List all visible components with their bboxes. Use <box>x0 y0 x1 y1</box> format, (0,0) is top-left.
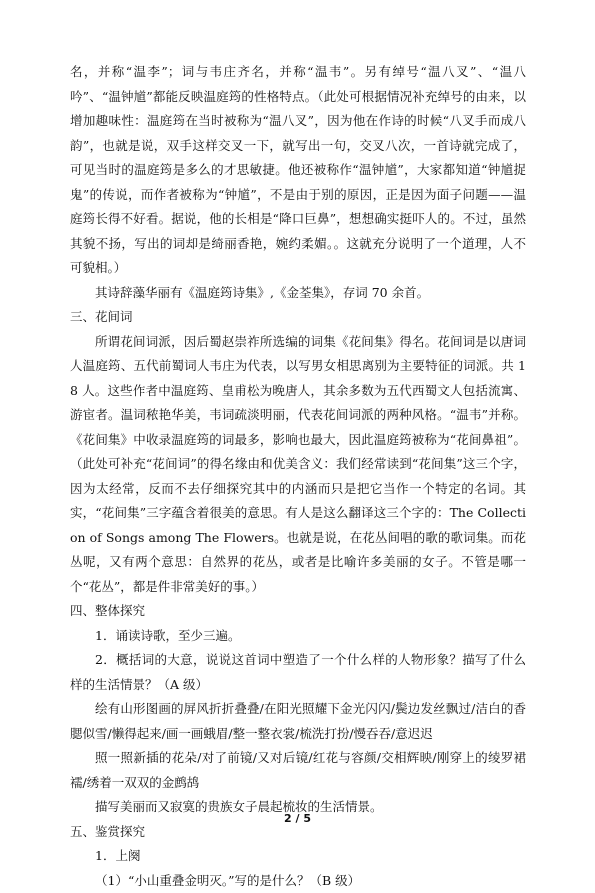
paragraph-translation-2: 照一照新插的花朵/对了前镜/又对后镜/红花与容颜/交相辉映/刚穿上的绫罗裙襦/绣着一双双的金鹧鸪 <box>70 746 526 795</box>
section-heading-appreciation: 五、鉴赏探究 <box>70 820 526 845</box>
list-item-upper-stanza: 1．上阕 <box>70 844 526 869</box>
paragraph-translation-1: 绘有山形图画的屏风折折叠叠/在阳光照耀下金光闪闪/鬓边发丝飘过/洁白的香腮似雪/懒得起来/画一画蛾眉/整一整衣裳/梳洗打扮/慢吞吞/意迟迟 <box>70 697 526 746</box>
paragraph-nicknames: 名，并称“温李”；词与韦庄齐名，并称“温韦”。另有绰号“温八叉”、“温八吟”、“温钟馗”都能反映温庭筠的性格特点。（此处可根据情况补充绰号的由来，以增加趣味性：温庭筠在当时被称为“温八叉”，因为他在作诗的时候“八叉手而成八韵”，也就是说，双手这样交叉一下，就写出一句，交叉八次，一首诗就完成了，可见当时的温庭筠是多么的才思敏捷。他还被称作“温钟馗”，大家都知道“钟馗捉鬼”的传说，而作者被称为“钟馗”，不是由于别的原因，正是因为面子问题——温庭筠长得不好看。据说，他的长相是“降口巨鼻”，想想确实挺吓人的。不过，虽然其貌不扬，写出的词却是绮丽香艳，婉约柔媚。。这就充分说明了一个道理，人不可貌相。） <box>70 60 526 281</box>
list-item-recite: 1．诵读诗歌，至少三遍。 <box>70 624 526 649</box>
paragraph-summary: 描写美丽而又寂寞的贵族女子晨起梳妆的生活情景。 <box>70 795 526 820</box>
paragraph-works: 其诗辞藻华丽有《温庭筠诗集》,《金荃集》，存词 70 余首。 <box>70 281 526 306</box>
section-heading-huajianci: 三、花间词 <box>70 305 526 330</box>
section-heading-overall: 四、整体探究 <box>70 599 526 624</box>
page-number: 2 / 5 <box>0 812 595 825</box>
list-item-summarize: 2．概括词的大意，说说这首词中塑造了一个什么样的人物形象？描写了什么样的生活情景？（A 级） <box>70 648 526 697</box>
document-body <box>70 60 526 893</box>
paragraph-huajian-school: 所谓花间词派，因后蜀赵崇祚所选编的词集《花间集》得名。花间词是以唐词人温庭筠、五代前蜀词人韦庄为代表，以写男女相思离别为主要特征的词派。共 18 人。这些作者中温庭筠、皇甫松为晚唐人，其余多数为五代西蜀文人包括流寓、游宦者。温词秾艳华美，韦词疏淡明丽，代表花间词派的两种风格。“温韦”并称。《花间集》中收录温庭筠的词最多，影响也最大，因此温庭筠被称为“花间鼻祖”。（此处可补充“花间词”的得名缘由和优美含义：我们经常读到“花间集”这三个字，因为太经常，反而不去仔细探究其中的内涵而只是把它当作一个特定的名词。其实，“花间集”三字蕴含着很美的意思。有人是这么翻译这三个字的：The Collection of Songs among The Flowers。也就是说，在花丛间唱的歌的歌词集。而花丛呢，又有两个意思：自然界的花丛，或者是比喻许多美丽的女子。不管是哪一个“花丛”，都是件非常美好的事。） <box>70 330 526 600</box>
question-item-1: （1）“小山重叠金明灭。”写的是什么？（B 级） <box>70 869 526 893</box>
